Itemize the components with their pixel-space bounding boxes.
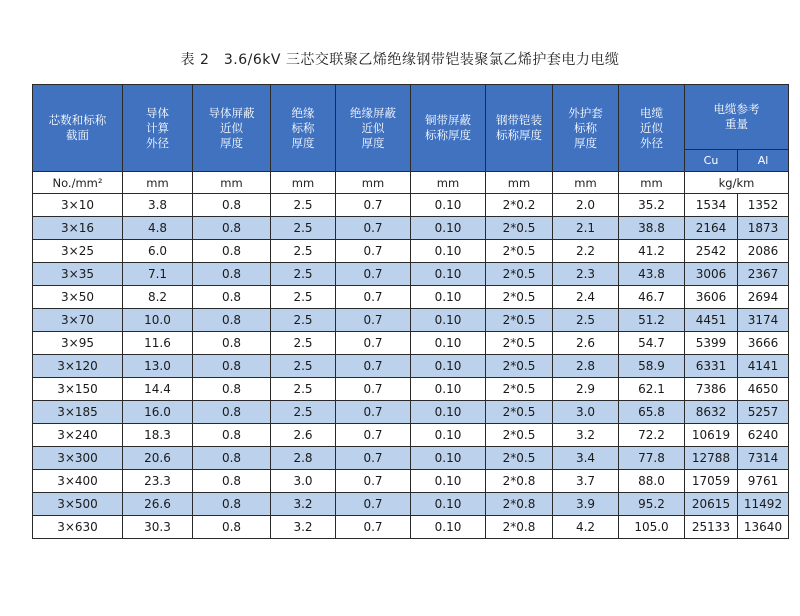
cell-insulation: 2.5 [271,332,336,355]
cell-steel-tape: 2*0.5 [486,401,553,424]
cell-insulation-shield: 0.7 [336,240,411,263]
cell-weight-al: 3174 [738,309,789,332]
cell-insulation: 2.5 [271,309,336,332]
cell-weight-cu: 25133 [685,516,738,539]
cell-overall-od: 43.8 [619,263,685,286]
cell-conductor-shield: 0.8 [193,378,271,401]
cell-spec: 3×25 [33,240,123,263]
cell-spec: 3×150 [33,378,123,401]
cell-copper-tape: 0.10 [411,332,486,355]
cell-weight-al: 9761 [738,470,789,493]
cell-weight-cu: 8632 [685,401,738,424]
cell-copper-tape: 0.10 [411,424,486,447]
header-sheath: 外护套 标称 厚度 [553,85,619,172]
cell-conductor-od: 23.3 [123,470,193,493]
cell-sheath: 2.0 [553,194,619,217]
cell-insulation: 3.2 [271,516,336,539]
cell-overall-od: 46.7 [619,286,685,309]
cell-conductor-shield: 0.8 [193,217,271,240]
cell-insulation: 2.5 [271,240,336,263]
cell-conductor-od: 26.6 [123,493,193,516]
cell-conductor-od: 3.8 [123,194,193,217]
cell-weight-al: 2367 [738,263,789,286]
header-copper-tape: 铜带屏蔽 标称厚度 [411,85,486,172]
cell-sheath: 2.8 [553,355,619,378]
cell-copper-tape: 0.10 [411,378,486,401]
cell-conductor-shield: 0.8 [193,424,271,447]
cell-steel-tape: 2*0.5 [486,332,553,355]
cell-weight-cu: 3606 [685,286,738,309]
cell-weight-cu: 3006 [685,263,738,286]
cell-copper-tape: 0.10 [411,493,486,516]
table-row [33,286,789,309]
cell-weight-cu: 17059 [685,470,738,493]
cell-spec: 3×500 [33,493,123,516]
cell-insulation: 2.5 [271,286,336,309]
units-row [33,172,789,194]
cell-weight-cu: 4451 [685,309,738,332]
cell-weight-cu: 6331 [685,355,738,378]
cell-steel-tape: 2*0.2 [486,194,553,217]
cell-weight-cu: 5399 [685,332,738,355]
cell-spec: 3×70 [33,309,123,332]
cell-insulation: 2.5 [271,217,336,240]
cell-overall-od: 58.9 [619,355,685,378]
header-weight-al: Al [738,150,789,172]
cell-insulation: 2.8 [271,447,336,470]
header-insulation: 绝缘 标称 厚度 [271,85,336,172]
table-row [33,263,789,286]
cell-conductor-od: 7.1 [123,263,193,286]
cell-steel-tape: 2*0.8 [486,493,553,516]
cell-weight-al: 3666 [738,332,789,355]
cell-sheath: 3.7 [553,470,619,493]
cell-spec: 3×300 [33,447,123,470]
cell-conductor-od: 6.0 [123,240,193,263]
cell-steel-tape: 2*0.8 [486,470,553,493]
cell-copper-tape: 0.10 [411,516,486,539]
unit-sheath: mm [553,172,619,194]
cell-sheath: 2.3 [553,263,619,286]
cell-sheath: 2.1 [553,217,619,240]
cell-weight-al: 11492 [738,493,789,516]
cell-sheath: 2.9 [553,378,619,401]
cell-overall-od: 51.2 [619,309,685,332]
cell-steel-tape: 2*0.5 [486,240,553,263]
cell-insulation-shield: 0.7 [336,286,411,309]
cell-overall-od: 62.1 [619,378,685,401]
cell-conductor-od: 11.6 [123,332,193,355]
cell-insulation-shield: 0.7 [336,332,411,355]
cell-weight-al: 4141 [738,355,789,378]
cell-conductor-od: 30.3 [123,516,193,539]
cell-conductor-shield: 0.8 [193,332,271,355]
table-row [33,493,789,516]
cell-steel-tape: 2*0.8 [486,516,553,539]
cell-insulation: 3.0 [271,470,336,493]
cell-spec: 3×35 [33,263,123,286]
table-row [33,378,789,401]
cell-insulation-shield: 0.7 [336,424,411,447]
unit-conductor-shield: mm [193,172,271,194]
cell-overall-od: 41.2 [619,240,685,263]
cell-conductor-shield: 0.8 [193,447,271,470]
cell-weight-al: 13640 [738,516,789,539]
cell-overall-od: 54.7 [619,332,685,355]
table-title: 表 2 3.6/6kV 三芯交联聚乙烯绝缘钢带铠装聚氯乙烯护套电力电缆 [180,52,620,68]
cell-weight-cu: 20615 [685,493,738,516]
cell-insulation: 2.5 [271,263,336,286]
unit-core-area: No./mm² [33,172,123,194]
cell-overall-od: 72.2 [619,424,685,447]
cell-spec: 3×240 [33,424,123,447]
cell-conductor-od: 13.0 [123,355,193,378]
unit-conductor-od: mm [123,172,193,194]
header-row [33,85,789,150]
cell-weight-cu: 12788 [685,447,738,470]
cell-sheath: 2.5 [553,309,619,332]
cell-insulation-shield: 0.7 [336,355,411,378]
cell-insulation: 2.5 [271,194,336,217]
cell-insulation-shield: 0.7 [336,493,411,516]
cell-weight-al: 7314 [738,447,789,470]
cell-insulation-shield: 0.7 [336,217,411,240]
table-row [33,516,789,539]
cell-insulation: 2.5 [271,355,336,378]
table-row [33,447,789,470]
cell-conductor-shield: 0.8 [193,516,271,539]
cell-weight-cu: 7386 [685,378,738,401]
cell-steel-tape: 2*0.5 [486,263,553,286]
header-steel-tape: 钢带铠装 标称厚度 [486,85,553,172]
cell-insulation-shield: 0.7 [336,516,411,539]
unit-overall-od: mm [619,172,685,194]
cell-sheath: 2.6 [553,332,619,355]
cell-weight-al: 4650 [738,378,789,401]
cell-steel-tape: 2*0.5 [486,286,553,309]
cell-steel-tape: 2*0.5 [486,424,553,447]
cell-sheath: 3.2 [553,424,619,447]
cell-weight-cu: 2542 [685,240,738,263]
table-row [33,332,789,355]
cell-copper-tape: 0.10 [411,263,486,286]
cell-conductor-od: 20.6 [123,447,193,470]
header-conductor-od: 导体 计算 外径 [123,85,193,172]
cell-sheath: 2.2 [553,240,619,263]
cell-conductor-od: 8.2 [123,286,193,309]
cell-insulation-shield: 0.7 [336,447,411,470]
cell-steel-tape: 2*0.5 [486,447,553,470]
cell-sheath: 3.0 [553,401,619,424]
cell-insulation: 3.2 [271,493,336,516]
cell-sheath: 3.9 [553,493,619,516]
cell-conductor-od: 14.4 [123,378,193,401]
cell-copper-tape: 0.10 [411,355,486,378]
cell-spec: 3×185 [33,401,123,424]
cell-conductor-shield: 0.8 [193,309,271,332]
table-row [33,240,789,263]
cell-insulation: 2.5 [271,401,336,424]
cell-conductor-shield: 0.8 [193,493,271,516]
table-row [33,470,789,493]
cell-copper-tape: 0.10 [411,240,486,263]
cell-copper-tape: 0.10 [411,309,486,332]
cell-conductor-shield: 0.8 [193,470,271,493]
cell-conductor-od: 4.8 [123,217,193,240]
unit-insulation: mm [271,172,336,194]
unit-steel-tape: mm [486,172,553,194]
cell-weight-al: 1352 [738,194,789,217]
cell-overall-od: 35.2 [619,194,685,217]
cell-overall-od: 95.2 [619,493,685,516]
cell-weight-cu: 2164 [685,217,738,240]
header-overall-od: 电缆 近似 外径 [619,85,685,172]
cell-spec: 3×120 [33,355,123,378]
cell-overall-od: 38.8 [619,217,685,240]
table-row [33,401,789,424]
table-row [33,194,789,217]
cell-spec: 3×630 [33,516,123,539]
unit-copper-tape: mm [411,172,486,194]
cell-insulation-shield: 0.7 [336,378,411,401]
cell-overall-od: 105.0 [619,516,685,539]
table-row [33,217,789,240]
table-row [33,424,789,447]
cell-conductor-shield: 0.8 [193,194,271,217]
cell-spec: 3×16 [33,217,123,240]
cell-weight-al: 5257 [738,401,789,424]
cell-conductor-od: 18.3 [123,424,193,447]
cell-insulation-shield: 0.7 [336,401,411,424]
cell-weight-al: 2694 [738,286,789,309]
cell-spec: 3×400 [33,470,123,493]
cell-copper-tape: 0.10 [411,194,486,217]
cell-conductor-od: 16.0 [123,401,193,424]
cell-insulation: 2.5 [271,378,336,401]
cell-weight-cu: 10619 [685,424,738,447]
cell-conductor-shield: 0.8 [193,240,271,263]
cell-steel-tape: 2*0.5 [486,309,553,332]
cell-conductor-shield: 0.8 [193,355,271,378]
cell-weight-al: 1873 [738,217,789,240]
header-core-area: 芯数和标称 截面 [33,85,123,172]
cell-copper-tape: 0.10 [411,286,486,309]
cell-conductor-shield: 0.8 [193,286,271,309]
header-weight-cu: Cu [685,150,738,172]
cell-insulation: 2.6 [271,424,336,447]
table-row [33,309,789,332]
cell-conductor-shield: 0.8 [193,263,271,286]
cell-copper-tape: 0.10 [411,447,486,470]
cell-copper-tape: 0.10 [411,470,486,493]
cell-overall-od: 77.8 [619,447,685,470]
cell-weight-al: 2086 [738,240,789,263]
table-row [33,355,789,378]
cell-spec: 3×50 [33,286,123,309]
cell-steel-tape: 2*0.5 [486,217,553,240]
cell-weight-al: 6240 [738,424,789,447]
cell-insulation-shield: 0.7 [336,309,411,332]
header-conductor-shield: 导体屏蔽 近似 厚度 [193,85,271,172]
cell-conductor-od: 10.0 [123,309,193,332]
cell-conductor-shield: 0.8 [193,401,271,424]
unit-insulation-shield: mm [336,172,411,194]
cell-insulation-shield: 0.7 [336,194,411,217]
cell-copper-tape: 0.10 [411,217,486,240]
cell-overall-od: 88.0 [619,470,685,493]
cell-sheath: 2.4 [553,286,619,309]
cell-weight-cu: 1534 [685,194,738,217]
cell-spec: 3×10 [33,194,123,217]
header-weight: 电缆参考 重量 [685,85,789,150]
header-insulation-shield: 绝缘屏蔽 近似 厚度 [336,85,411,172]
cable-spec-table [32,84,789,539]
cell-spec: 3×95 [33,332,123,355]
unit-weight: kg/km [685,172,789,194]
cell-steel-tape: 2*0.5 [486,378,553,401]
cell-steel-tape: 2*0.5 [486,355,553,378]
cell-insulation-shield: 0.7 [336,263,411,286]
cell-sheath: 4.2 [553,516,619,539]
cell-overall-od: 65.8 [619,401,685,424]
cell-sheath: 3.4 [553,447,619,470]
cell-insulation-shield: 0.7 [336,470,411,493]
cell-copper-tape: 0.10 [411,401,486,424]
